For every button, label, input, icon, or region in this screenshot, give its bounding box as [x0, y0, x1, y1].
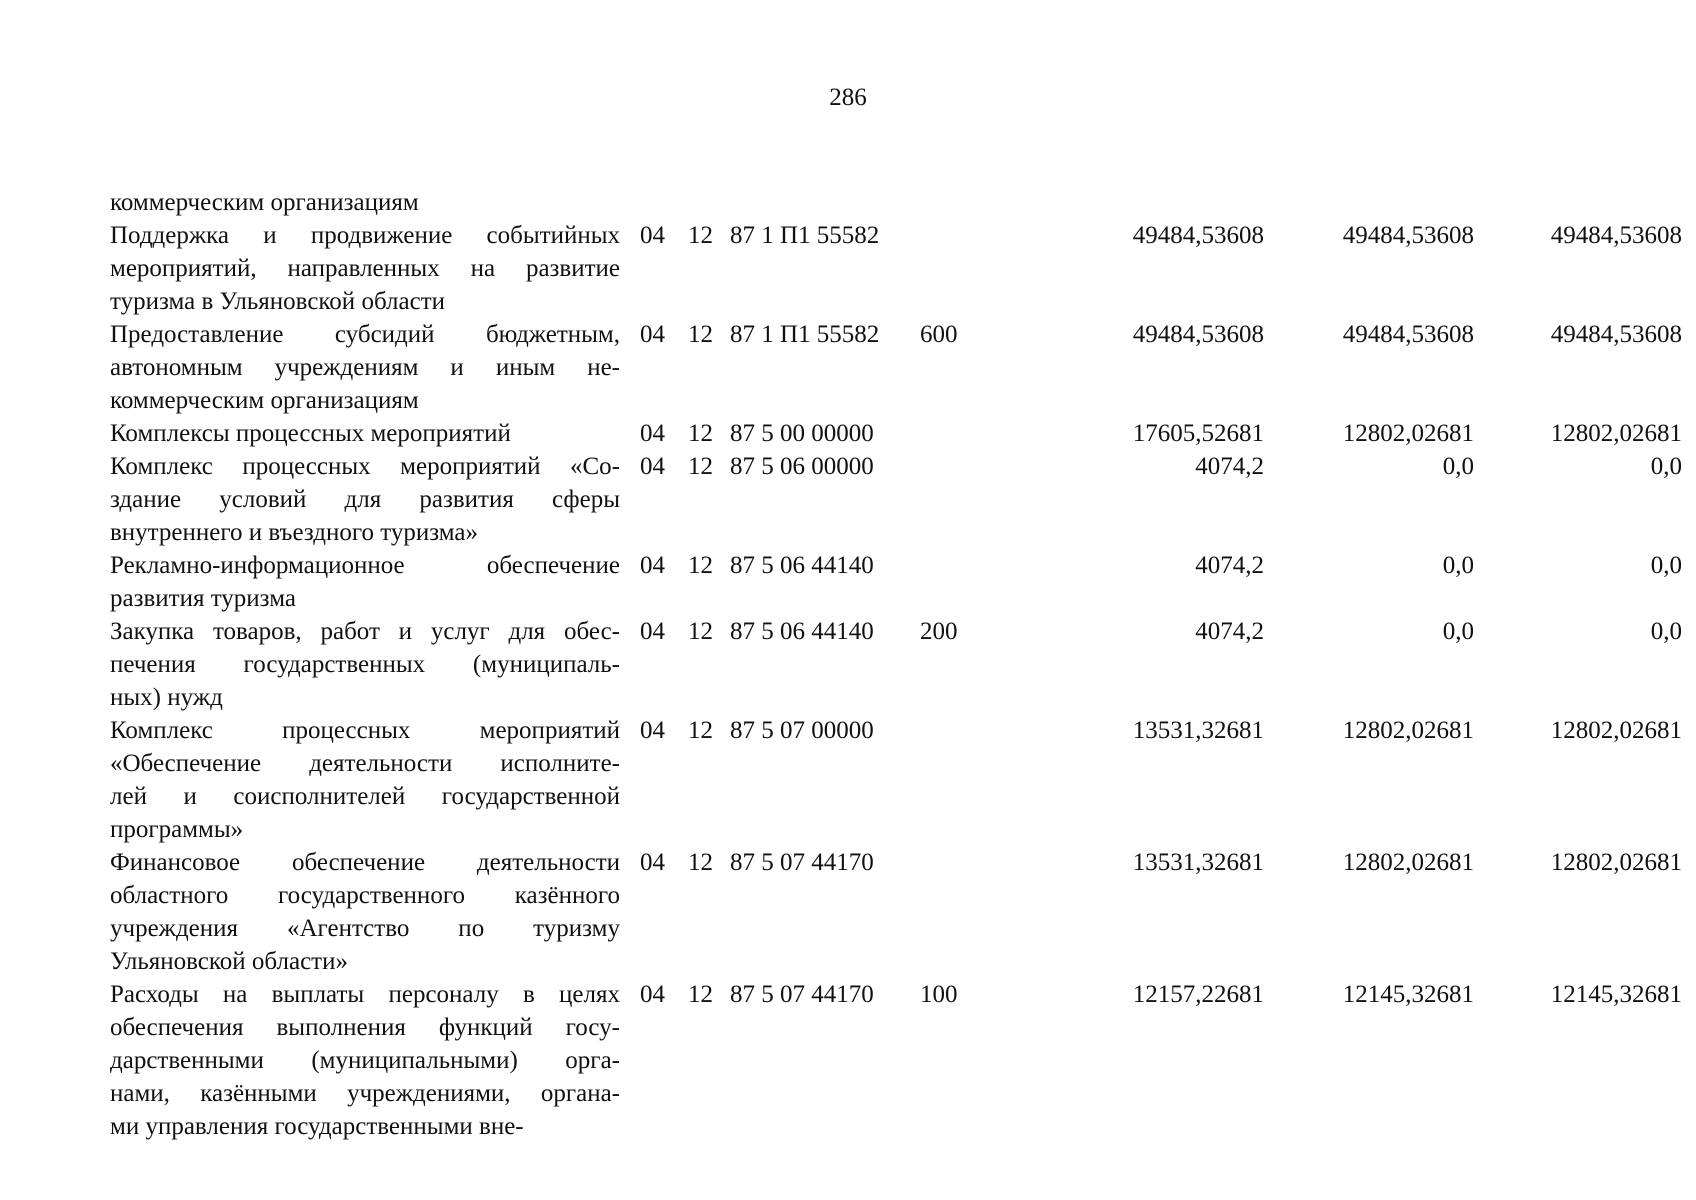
subsection-code: 12: [688, 849, 713, 876]
amount-year-2: 49484,53608: [1342, 222, 1474, 249]
table-row: [110, 549, 1682, 615]
description-line: Рекламно-информационное обеспечение: [110, 552, 620, 579]
section-code: 04: [640, 420, 665, 447]
amount-year-2: 12802,02681: [1342, 849, 1474, 876]
description-line: обеспечения выполнения функций госу-: [110, 1014, 620, 1041]
amount-year-2: 0,0: [1442, 618, 1474, 645]
table-row: [110, 219, 1682, 318]
description-line: ных) нужд: [110, 684, 223, 711]
amount-year-3: 49484,53608: [1550, 222, 1682, 249]
description-line: развития туризма: [110, 585, 296, 612]
amount-year-3: 0,0: [1650, 552, 1682, 579]
description-line: областного государственного казённого: [110, 882, 620, 909]
amount-year-3: 12802,02681: [1550, 849, 1682, 876]
description-line: мероприятий, направленных на развитие: [110, 255, 620, 282]
amount-year-3: 12802,02681: [1550, 420, 1682, 447]
subsection-code: 12: [688, 552, 713, 579]
subsection-code: 12: [688, 981, 713, 1008]
row-description: [110, 549, 620, 615]
article-code: 87 5 00 00000: [730, 420, 874, 447]
amount-year-1: 4074,2: [1195, 552, 1264, 579]
description-line: дарственными (муниципальными) орга-: [110, 1047, 620, 1074]
table-row: [110, 318, 1682, 417]
section-code: 04: [640, 981, 665, 1008]
table-row: [110, 846, 1682, 978]
amount-year-2: 12802,02681: [1342, 717, 1474, 744]
amount-year-1: 17605,52681: [1132, 420, 1264, 447]
description-line: программы»: [110, 816, 244, 843]
description-line: ми управления государственными вне-: [110, 1113, 524, 1140]
row-description: [110, 219, 620, 318]
amount-year-2: 49484,53608: [1342, 321, 1474, 348]
table-row: [110, 978, 1682, 1143]
row-description: [110, 846, 620, 978]
amount-year-3: 0,0: [1650, 618, 1682, 645]
page-number: 286: [829, 84, 867, 111]
table-row: [110, 714, 1682, 846]
description-line: Комплекс процессных мероприятий «Со-: [110, 453, 620, 480]
article-code: 87 5 07 44170: [730, 849, 874, 876]
section-code: 04: [640, 849, 665, 876]
subsection-code: 12: [688, 420, 713, 447]
article-code: 87 5 06 00000: [730, 453, 874, 480]
amount-year-1: 13531,32681: [1132, 849, 1264, 876]
table-row: [110, 186, 1570, 219]
section-code: 04: [640, 453, 665, 480]
description-line: внутреннего и въездного туризма»: [110, 519, 479, 546]
expense-type-code: 100: [920, 981, 958, 1008]
subsection-code: 12: [688, 321, 713, 348]
table-row: [110, 450, 1682, 549]
amount-year-2: 0,0: [1442, 453, 1474, 480]
row-description: [110, 714, 620, 846]
row-description: [110, 450, 620, 549]
description-line: автономным учреждениям и иным не-: [110, 354, 620, 381]
article-code: 87 1 П1 55582: [730, 321, 880, 348]
description-line: Предоставление субсидий бюджетным,: [110, 321, 620, 348]
expense-type-code: 200: [920, 618, 958, 645]
expense-type-code: 600: [920, 321, 958, 348]
description-line: Ульяновской области»: [110, 948, 348, 975]
description-line: коммерческим организациям: [110, 387, 419, 414]
description-line: нами, казёнными учреждениями, органа-: [110, 1080, 620, 1107]
section-code: 04: [640, 222, 665, 249]
table-row: [110, 615, 1682, 714]
amount-year-3: 49484,53608: [1550, 321, 1682, 348]
description-line: здание условий для развития сферы: [110, 486, 620, 513]
amount-year-1: 4074,2: [1195, 453, 1264, 480]
section-code: 04: [640, 321, 665, 348]
description-line: лей и соисполнителей государственной: [110, 783, 620, 810]
description-line: учреждения «Агентство по туризму: [110, 915, 620, 942]
description-line: печения государственных (муниципаль-: [110, 651, 620, 678]
amount-year-1: 4074,2: [1195, 618, 1264, 645]
description-line: Финансовое обеспечение деятельности: [110, 849, 620, 876]
budget-table: [110, 186, 1682, 1143]
section-code: 04: [640, 552, 665, 579]
row-description: [110, 417, 620, 450]
row-description: [110, 186, 620, 219]
amount-year-2: 12145,32681: [1342, 981, 1474, 1008]
article-code: 87 5 06 44140: [730, 618, 874, 645]
description-line: Комплексы процессных мероприятий: [110, 420, 511, 447]
article-code: 87 5 07 44170: [730, 981, 874, 1008]
article-code: 87 1 П1 55582: [730, 222, 880, 249]
amount-year-2: 0,0: [1442, 552, 1474, 579]
amount-year-1: 49484,53608: [1132, 222, 1264, 249]
description-line: Поддержка и продвижение событийных: [110, 222, 620, 249]
amount-year-2: 12802,02681: [1342, 420, 1474, 447]
table-row: [110, 417, 1682, 450]
row-description: [110, 978, 620, 1143]
description-line: коммерческим организациям: [110, 189, 419, 216]
description-line: «Обеспечение деятельности исполните-: [110, 750, 620, 777]
section-code: 04: [640, 618, 665, 645]
article-code: 87 5 07 00000: [730, 717, 874, 744]
subsection-code: 12: [688, 618, 713, 645]
subsection-code: 12: [688, 717, 713, 744]
amount-year-3: 0,0: [1650, 453, 1682, 480]
section-code: 04: [640, 717, 665, 744]
description-line: Закупка товаров, работ и услуг для обес-: [110, 618, 620, 645]
subsection-code: 12: [688, 453, 713, 480]
amount-year-3: 12802,02681: [1550, 717, 1682, 744]
amount-year-1: 49484,53608: [1132, 321, 1264, 348]
amount-year-3: 12145,32681: [1550, 981, 1682, 1008]
article-code: 87 5 06 44140: [730, 552, 874, 579]
description-line: Расходы на выплаты персоналу в целях: [110, 981, 620, 1008]
subsection-code: 12: [688, 222, 713, 249]
description-line: Комплекс процессных мероприятий: [110, 717, 620, 744]
amount-year-1: 12157,22681: [1132, 981, 1264, 1008]
row-description: [110, 615, 620, 714]
description-line: туризма в Ульяновской области: [110, 288, 446, 315]
amount-year-1: 13531,32681: [1132, 717, 1264, 744]
row-description: [110, 318, 620, 417]
